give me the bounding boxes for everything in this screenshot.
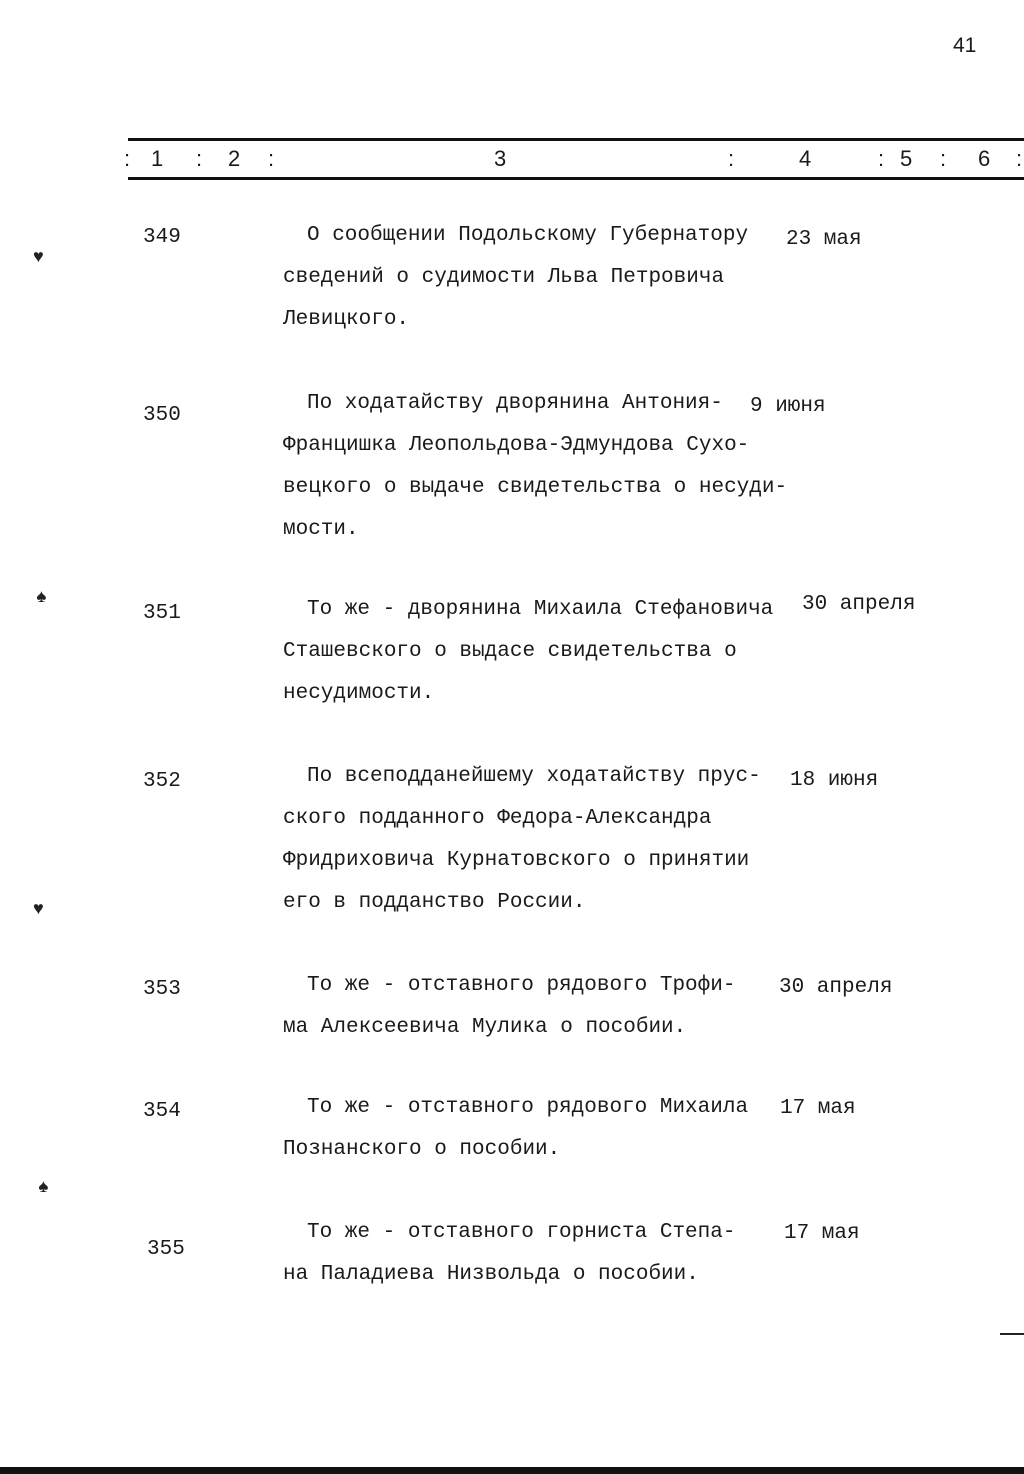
entry-text — [283, 1212, 783, 1296]
entry-text — [283, 215, 783, 341]
column-separator: : — [1016, 146, 1023, 171]
entry-line: вецкого о выдаче свидетельства о несуди- — [283, 476, 788, 499]
entry-line: несудимости. — [283, 682, 435, 705]
entry-number: 353 — [143, 978, 181, 1001]
header-bottom-rule — [128, 177, 1024, 180]
punch-hole-mark: ♠ — [38, 1178, 49, 1198]
entry-line: То же - отставного рядового Трофи- — [307, 974, 736, 997]
punch-hole-mark: ♥ — [33, 900, 44, 920]
entry-line: его в подданство России. — [283, 891, 586, 914]
entry-line: Фридриховича Курнатовского о принятии — [283, 849, 750, 872]
header-top-rule — [128, 138, 1024, 141]
entry-line: Францишка Леопольдова-Эдмундова Сухо- — [283, 434, 750, 457]
column-separator: : — [878, 146, 885, 171]
punch-hole-mark: ♠ — [36, 588, 47, 608]
entry-line: мости. — [283, 518, 359, 541]
entry-line: По ходатайству дворянина Антония- — [307, 392, 723, 415]
entry-date: 23 мая — [786, 228, 862, 251]
entry-text — [283, 1087, 783, 1171]
entry-number: 354 — [143, 1100, 181, 1123]
entry-date: 30 апреля — [779, 976, 893, 999]
page-bottom-edge — [0, 1467, 1024, 1474]
entry-line: То же - отставного горниста Степа- — [307, 1221, 736, 1244]
column-separator: : — [124, 146, 131, 171]
entry-date: 18 июня — [790, 769, 879, 792]
entry-line: Познанского о пособии. — [283, 1138, 561, 1161]
entry-date: 17 мая — [780, 1097, 856, 1120]
entry-number: 351 — [143, 602, 181, 625]
entry-text — [283, 965, 783, 1049]
punch-hole-mark: ♥ — [33, 248, 44, 268]
edge-mark — [1000, 1333, 1024, 1335]
entry-line: О сообщении Подольскому Губернатору — [307, 224, 749, 247]
page-number: 41 — [953, 34, 977, 57]
entry-line: ского подданного Федора-Александра — [283, 807, 712, 830]
column-header-3: 3 — [494, 146, 507, 171]
column-header-1: 1 — [151, 146, 164, 171]
column-header-4: 4 — [799, 146, 812, 171]
entry-number: 350 — [143, 404, 181, 427]
entry-line: Сташевского о выдасе свидетельства о — [283, 640, 737, 663]
entry-date: 30 апреля — [802, 593, 916, 616]
entry-line: То же - отставного рядового Михаила — [307, 1096, 749, 1119]
column-separator: : — [728, 146, 735, 171]
column-separator: : — [268, 146, 275, 171]
entry-line: ма Алексеевича Мулика о пособии. — [283, 1016, 687, 1039]
column-header-6: 6 — [978, 146, 991, 171]
entry-number: 355 — [147, 1238, 185, 1261]
column-separator: : — [196, 146, 203, 171]
entry-date: 17 мая — [784, 1222, 860, 1245]
entry-line: сведений о судимости Льва Петровича — [283, 266, 725, 289]
entry-date: 9 июня — [750, 395, 826, 418]
column-header-5: 5 — [900, 146, 913, 171]
column-separator: : — [940, 146, 947, 171]
entry-line: на Паладиева Низвольда о пособии. — [283, 1263, 699, 1286]
entry-text — [283, 756, 783, 924]
entry-number: 349 — [143, 226, 181, 249]
entry-line: То же - дворянина Михаила Стефановича — [307, 598, 774, 621]
entry-line: Левицкого. — [283, 308, 410, 331]
entry-text — [283, 589, 783, 715]
entry-line: По всеподданейшему ходатайству прус- — [307, 765, 761, 788]
column-header-2: 2 — [228, 146, 241, 171]
entry-number: 352 — [143, 770, 181, 793]
